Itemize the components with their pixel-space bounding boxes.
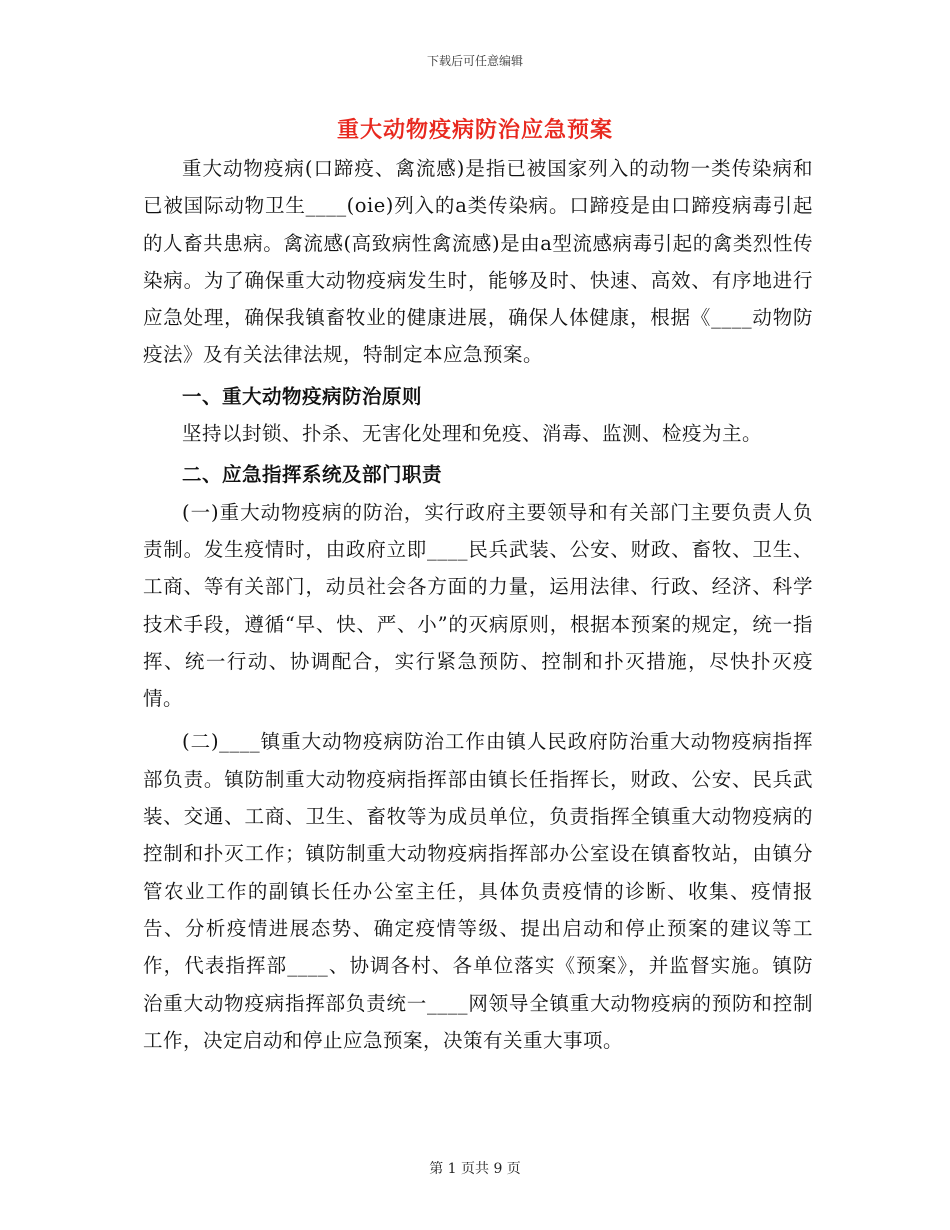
- download-note: 下载后可任意编辑: [426, 54, 523, 68]
- command-paragraph-1: (一)重大动物疫病的防治，实行政府主要领导和有关部门主要负责人负责制。发生疫情时，由政府立即____民兵武装、公安、财政、畜牧、卫生、工商、等有关部门，动员社会各方面的力量，运用法律、行政、经济、科学技术手段，遵循“早、快、严、小”的灭病原则，根据本预案的规定，统一指挥、统一行动、协调配合，实行紧急预防、控制和扑灭措施，尽快扑灭疫情。: [143, 500, 813, 711]
- document-title: 重大动物疫病防治应急预案: [336, 118, 613, 143]
- principles-paragraph: 坚持以封锁、扑杀、无害化处理和免疫、消毒、监测、检疫为主。: [182, 422, 763, 446]
- section-heading-principles: 一、重大动物疫病防治原则: [182, 384, 423, 408]
- intro-paragraph: 重大动物疫病(口蹄疫、禽流感)是指已被国家列入的动物一类传染病和已被国际动物卫生____(oie)列入的a类传染病。口蹄疫是由口蹄疫病毒引起的人畜共患病。禽流感(高致病性禽流感)是由a型流感病毒引起的禽类烈性传染病。为了确保重大动物疫病发生时，能够及时、快速、高效、有序地进行应急处理，确保我镇畜牧业的健康进展，确保人体健康，根据《____动物防疫法》及有关法律法规，特制定本应急预案。: [143, 157, 813, 367]
- page-number: 第 1 页共 9 页: [429, 1161, 521, 1177]
- command-paragraph-2: (二)____镇重大动物疫病防治工作由镇人民政府防治重大动物疫病指挥部负责。镇防制重大动物疫病指挥部由镇长任指挥长，财政、公安、民兵武装、交通、工商、卫生、畜牧等为成员单位，负责指挥全镇重大动物疫病的控制和扑灭工作；镇防制重大动物疫病指挥部办公室设在镇畜牧站，由镇分管农业工作的副镇长任办公室主任，具体负责疫情的诊断、收集、疫情报告、分析疫情进展态势、确定疫情等级、提出启动和停止预案的建议等工作，代表指挥部____、协调各村、各单位落实《预案》，并监督实施。镇防治重大动物疫病指挥部负责统一____网领导全镇重大动物疫病的预防和控制工作，决定启动和停止应急预案，决策有关重大事项。: [143, 730, 813, 1052]
- document-body: [143, 150, 813, 1059]
- section-heading-command-system: 二、应急指挥系统及部门职责: [182, 463, 443, 487]
